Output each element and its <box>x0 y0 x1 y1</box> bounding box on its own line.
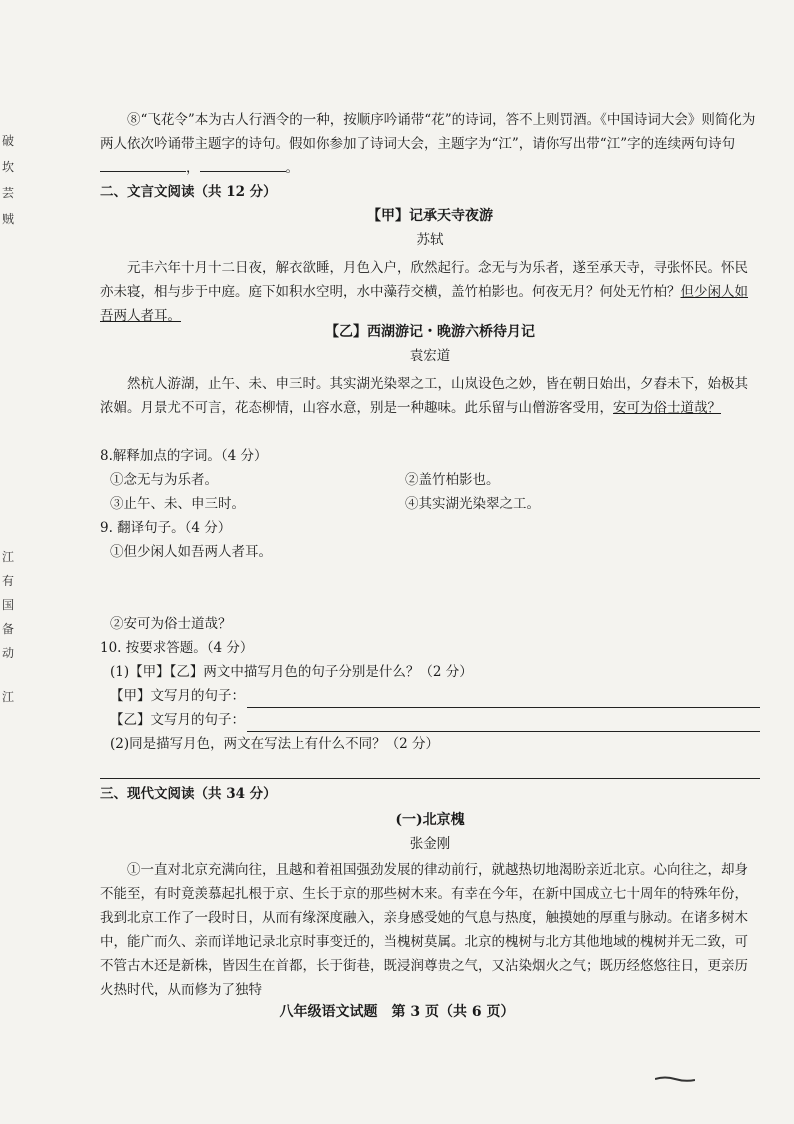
question-item: ①但少闲人如吾两人者耳。 <box>110 544 272 560</box>
answer-blank[interactable] <box>247 691 760 708</box>
answer-line-jia <box>100 684 760 708</box>
question-stem: 9. 翻译句子。（4 分） <box>100 520 232 536</box>
answer-label: 【甲】文写月的句子： <box>110 688 245 704</box>
passage-jia <box>100 204 760 328</box>
margin-char: 江 <box>2 690 15 704</box>
answer-space[interactable] <box>100 564 760 612</box>
answer-blank-1[interactable] <box>100 157 186 172</box>
question-10 <box>100 636 760 779</box>
underlined-sentence: 但少闲人如吾两人者耳。 <box>100 284 748 324</box>
section-modern-reading <box>100 782 760 806</box>
question-item: ①念无与为乐者。 <box>110 472 218 488</box>
question-8 <box>100 444 760 516</box>
margin-char: 芸 <box>2 186 15 200</box>
answer-blank[interactable] <box>100 756 760 779</box>
question-item: ②盖竹柏影也。 <box>405 472 500 488</box>
passage-body: 然杭人游湖，止午、未、申三时。其实湖光染翠之工，山岚设色之妙，皆在朝日始出，夕舂未下，始极其浓媚。月景尤不可言，花态柳情，山容水意，别是一种趣味。此乐留与山僧游客受用，安可为俗士道哉？ <box>100 376 748 416</box>
section-heading: 三、现代文阅读（共 34 分） <box>100 786 277 802</box>
margin-char: 动 <box>2 646 15 660</box>
passage-author: 张金刚 <box>409 836 451 852</box>
underlined-sentence: 安可为俗士道哉？ <box>613 400 721 416</box>
passage-modern <box>100 808 760 1002</box>
question-stem: 8.解释加点的字词。（4 分） <box>100 448 268 464</box>
question-item: ③止午、未、申三时。 <box>110 496 245 512</box>
question-text: ⑧“飞花令”本为古人行酒令的一种，按顺序吟诵带“花”的诗词，答不上则罚酒。《中国诗词大会》则简化为两人依次吟诵带主题字的诗句。假如你参加了诗词大会，主题字为“江”，请你写出带“江”字的连续两句诗句， 。 <box>100 112 756 176</box>
sub-question: (2)同是描写月色，两文在写法上有什么不同？（2 分） <box>110 736 440 752</box>
scan-smudge <box>655 1076 695 1082</box>
answer-label: 【乙】文写月的句子： <box>110 712 245 728</box>
question-stem: 10. 按要求答题。（4 分） <box>100 640 254 656</box>
answer-blank-2[interactable] <box>200 157 286 172</box>
question-item: ④其实湖光染翠之工。 <box>405 496 540 512</box>
margin-char: 有 <box>2 574 15 588</box>
passage-author: 袁宏道 <box>409 348 451 364</box>
answer-blank[interactable] <box>247 715 760 732</box>
passage-author: 苏轼 <box>416 232 444 248</box>
page-footer: 八年级语文试题 第 3 页（共 6 页） <box>279 1004 515 1020</box>
passage-title: (一)北京槐 <box>395 812 465 828</box>
passage-title: 【甲】记承天寺夜游 <box>367 208 493 224</box>
margin-char: 破 <box>2 134 15 148</box>
question-items-row <box>100 492 760 516</box>
section-heading: 二、文言文阅读（共 12 分） <box>100 184 277 200</box>
question-feihualing <box>100 108 760 180</box>
sub-question: (1)【甲】【乙】两文中描写月色的句子分别是什么？（2 分） <box>110 664 473 680</box>
margin-char: 江 <box>2 550 15 564</box>
passage-body: 元丰六年十月十二日夜，解衣欲睡，月色入户，欣然起行。念无与为乐者，遂至承天寺，寻张怀民。怀民亦未寝，相与步于中庭。庭下如积水空明，水中藻荇交横，盖竹柏影也。何夜无月？何处无竹柏？但少闲人如吾两人者耳。 <box>100 260 748 324</box>
section-classical-reading <box>100 180 760 204</box>
passage-body: ①一直对北京充满向往，且越和着祖国强劲发展的律动前行，就越热切地渴盼亲近北京。心向往之，却身不能至，有时竟羡慕起扎根于京、生长于京的那些树木来。有幸在今年，在新中国成立七十周年的特殊年份，我到北京工作了一段时日，从而有缘深度融入，亲身感受她的气息与热度，触摸她的厚重与脉动。在诸多树木中，能广而久、亲而详地记录北京时事变迁的，当槐树莫属。北京的槐树与北方其他地域的槐树并无二致，可不管古木还是新株，皆因生在首都，长于街巷，既浸润尊贵之气，又沾染烟火之气；既历经悠悠往日，更亲历火热时代，从而修为了独特 <box>100 862 748 998</box>
margin-char: 坎 <box>2 160 15 174</box>
question-items-row <box>100 468 760 492</box>
question-item: ②安可为俗士道哉？ <box>110 616 232 632</box>
margin-char: 贼 <box>2 212 15 226</box>
passage-title: 【乙】西湖游记・晚游六桥待月记 <box>325 324 535 340</box>
answer-line-yi <box>100 708 760 732</box>
margin-char: 国 <box>2 598 15 612</box>
question-9 <box>100 516 760 636</box>
passage-yi <box>100 320 760 420</box>
margin-char: 备 <box>2 622 15 636</box>
